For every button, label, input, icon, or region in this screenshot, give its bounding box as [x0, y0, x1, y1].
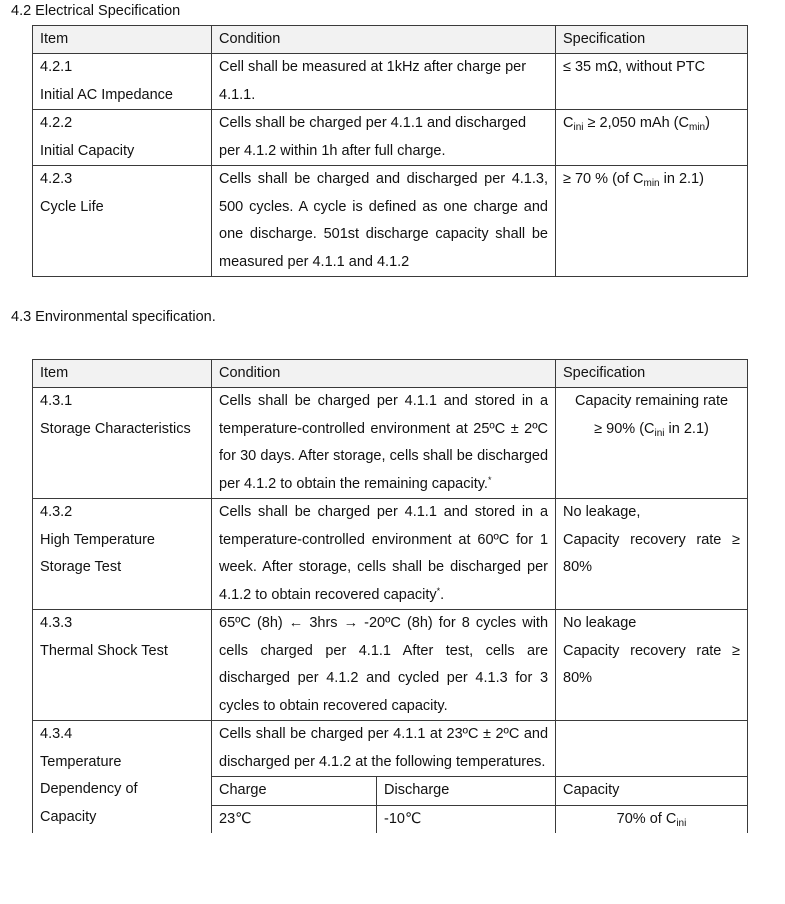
- item-name: Cycle Life: [40, 198, 104, 215]
- item-cell: [33, 388, 212, 499]
- table-row: [33, 166, 748, 277]
- item-cell: [33, 721, 212, 834]
- item-number: 4.2.2: [40, 115, 73, 131]
- condition-cell: [212, 110, 556, 166]
- item-number: 4.3.1: [40, 393, 73, 409]
- condition-cell: 65ºC (8h) ← 3hrs → -20ºC (8h) for 8 cycles with cells charged per 4.1.1 After test, cells are discharged per 4.1.2 and cycled per 4.1.3 for 3 cycles to obtain recovered capacity.: [212, 610, 556, 721]
- header-specification: Specification: [556, 26, 748, 54]
- condition-cell: Cells shall be charged per 4.1.1 at 23ºC ± 2ºC and discharged per 4.1.2 at the following temperatures.: [212, 721, 556, 777]
- footnote-mark: *: [487, 474, 492, 485]
- item-name: Storage Characteristics: [40, 420, 191, 437]
- condition-cell: [212, 388, 556, 499]
- subheader-discharge: Discharge: [377, 777, 556, 806]
- spec-cell: [556, 610, 748, 721]
- header-condition: Condition: [212, 360, 556, 388]
- item-name: High Temperature: [40, 531, 155, 548]
- item-cell: [33, 499, 212, 610]
- spec-cell: [556, 499, 748, 610]
- spec-subscript: ini: [573, 122, 584, 133]
- item-number: 4.2.1: [40, 59, 73, 75]
- item-cell: [33, 54, 212, 110]
- spec-text: ≥ 2,050 mAh (C: [583, 115, 689, 131]
- condition-text: Cells shall be charged per 4.1.1 and stored in a temperature-controlled environment at 60ºC for 1 week. After storage, cells shall be discharged per 4.1.2 to obtain recovered capacity: [219, 504, 549, 603]
- item-number: 4.2.3: [40, 171, 73, 187]
- discharge-temp-cell: -10℃: [377, 805, 556, 833]
- section-title-electrical: 4.2 Electrical Specification: [11, 3, 181, 19]
- condition-line: Cell shall be measured at 1kHz after charge per: [219, 59, 527, 75]
- item-cell: [33, 166, 212, 277]
- spec-text: ≥ 90% (C: [594, 420, 655, 437]
- footnote-mark: *: [436, 585, 441, 596]
- spec-cell: [556, 110, 748, 166]
- environmental-spec-table: [32, 359, 748, 833]
- capacity-cell: [556, 805, 748, 833]
- item-name: Storage Test: [40, 559, 122, 575]
- subheader-charge: Charge: [212, 777, 377, 806]
- spec-text: in 2.1): [659, 171, 704, 187]
- spec-text: 70% of C: [616, 810, 677, 827]
- item-number: 4.3.4: [40, 726, 73, 742]
- condition-cell: [212, 499, 556, 610]
- item-name: Initial Capacity: [40, 142, 135, 159]
- spec-cell: [556, 166, 748, 277]
- item-name: Dependency of: [40, 781, 138, 797]
- spec-text: Capacity recovery rate ≥ 80%: [563, 642, 741, 686]
- spec-cell: [556, 721, 748, 777]
- header-specification: Specification: [556, 360, 748, 388]
- condition-cell: Cells shall be charged and discharged per 4.1.3, 500 cycles. A cycle is defined as one charge and one discharge. 501st discharge capacity shall be measured per 4.1.1 and 4.1.2: [212, 166, 556, 277]
- item-name: Capacity: [40, 808, 97, 825]
- header-condition: Condition: [212, 26, 556, 54]
- condition-text: Cells shall be charged per 4.1.1 and stored in a temperature-controlled environment at 25ºC ± 2ºC for 30 days. After storage, cells shall be discharged per 4.1.2 to obtain the remaining capacity.: [219, 393, 549, 492]
- spec-text: Capacity remaining rate: [574, 393, 729, 409]
- condition-line: per 4.1.2 within 1h after full charge.: [219, 142, 446, 159]
- item-name: Initial AC Impedance: [40, 86, 173, 103]
- spec-cell: [556, 388, 748, 499]
- item-name: Temperature: [40, 753, 122, 770]
- spec-text: in 2.1): [664, 420, 709, 437]
- condition-line: Cells shall be charged per 4.1.1 and discharged: [219, 115, 527, 131]
- table-row: [33, 110, 748, 166]
- table-row: [33, 54, 748, 110]
- table-header-row: [33, 360, 748, 388]
- table-row: [33, 499, 748, 610]
- spec-text: ): [705, 115, 710, 131]
- spec-text: No leakage,: [563, 504, 641, 520]
- table-row: [33, 610, 748, 721]
- item-number: 4.3.3: [40, 615, 73, 631]
- table-row: [33, 388, 748, 499]
- spec-subscript: ini: [654, 427, 665, 439]
- header-item: Item: [33, 360, 212, 388]
- spec-text: ≥ 70 % (of C: [563, 171, 644, 187]
- item-cell: [33, 110, 212, 166]
- spec-text: Capacity recovery rate ≥ 80%: [563, 531, 741, 575]
- electrical-spec-table: [32, 25, 748, 277]
- condition-cell: [212, 54, 556, 110]
- item-cell: [33, 610, 212, 721]
- spec-subscript: min: [643, 178, 660, 189]
- condition-line: 4.1.1.: [219, 86, 256, 103]
- subheader-capacity: Capacity: [556, 777, 748, 806]
- table-row: [33, 721, 748, 777]
- spec-text: C: [563, 115, 574, 131]
- spec-subscript: min: [688, 122, 706, 133]
- spec-text: No leakage: [563, 615, 637, 631]
- charge-temp-cell: 23℃: [212, 805, 377, 833]
- spec-subscript: ini: [676, 817, 687, 829]
- item-number: 4.3.2: [40, 504, 73, 520]
- section-title-environmental: 4.3 Environmental specification.: [11, 309, 216, 325]
- condition-text: .: [440, 586, 445, 603]
- spec-cell: ≤ 35 mΩ, without PTC: [556, 54, 748, 110]
- item-name: Thermal Shock Test: [40, 642, 168, 659]
- table-header-row: [33, 26, 748, 54]
- header-item: Item: [33, 26, 212, 54]
